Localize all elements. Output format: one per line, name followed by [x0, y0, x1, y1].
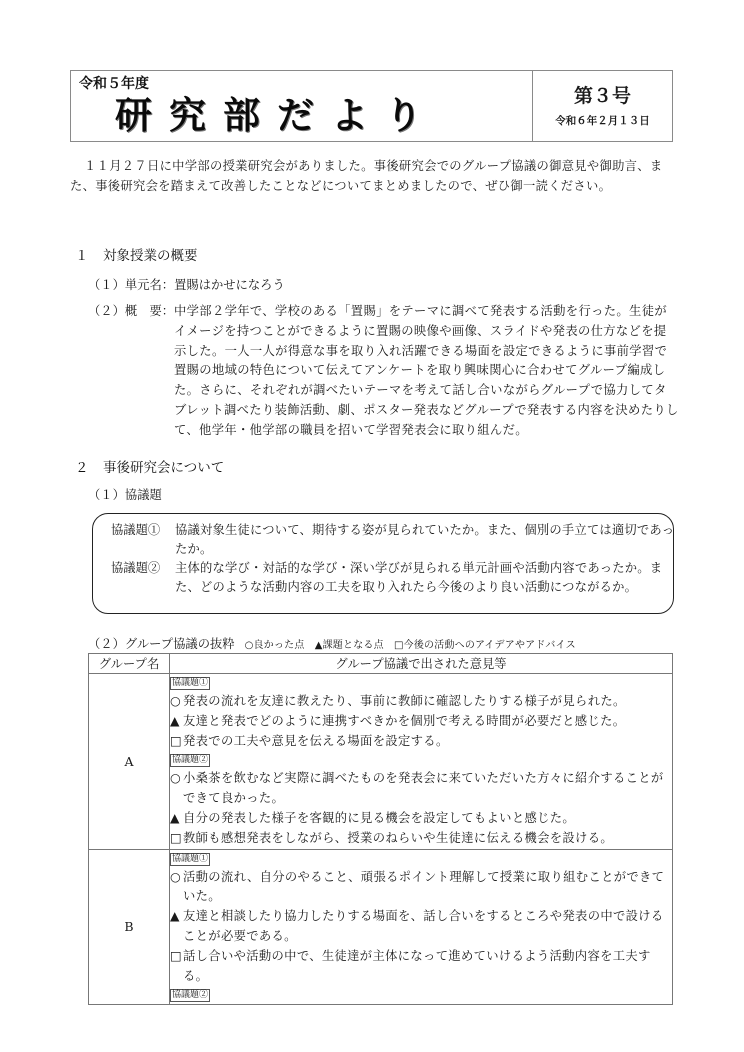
table-row [89, 849, 673, 1005]
square-mark-icon: □ [170, 830, 182, 845]
opinion-line [170, 868, 672, 908]
topic-block [170, 751, 672, 848]
issue-number: 第３号 [573, 85, 631, 107]
topic-tag: 協議題① [172, 853, 209, 864]
opinion-text: 教師も感想発表をしながら、授業のねらいや生徒達に伝える機会を設ける。 [183, 830, 613, 845]
unit-value: 置賜はかせになろう [174, 278, 285, 292]
opinion-text: 発表での工夫や意見を伝える場面を設定する。 [183, 733, 449, 748]
summary-label: （２）概 要： [88, 304, 175, 318]
summary-text: 中学部２学年で、学校のある「置賜」をテーマに調べて発表する活動を行った。生徒がイメージを持つことができるように置賜の映像や画像、スライドや発表の仕方などを提示した。一人一人が得意な事を取り入れ活躍できる場面を設定できるように事前学習で置賜の地域の特色について伝えてアンケートを取り興味関心に合わせてグループ編成した。さらに、それぞれが調べたいテーマを考えて話し合いながらグループで協力してタブレット調べたり装飾活動、劇、ポスター発表などグループで発表する内容を決めたりして、他学年・他学部の職員を招いて学習発表会に取り組んだ。 [174, 304, 679, 437]
opinion-text: 友達と発表でどのように連携すべきかを個別で考える時間が必要だと感じた。 [183, 713, 626, 728]
topics-label: （１）協議題 [88, 488, 162, 502]
opinion-text: 小桑茶を飲むなど実際に調べたものを発表会に来ていただいた方々に紹介することができて良かった。 [183, 771, 664, 806]
newsletter-title: 研究部だより [115, 94, 439, 137]
discussion-topics-box [92, 513, 674, 614]
mark-legend: ○良かった点 ▲課題となる点 □今後の活動へのアイデアやアドバイス [244, 640, 576, 651]
group-opinions [170, 674, 673, 850]
opinion-text: 発表の流れを友達に教えたり、事前に教師に確認したりする様子が見られた。 [183, 694, 626, 708]
square-mark-icon: □ [170, 733, 182, 748]
opinion-line [170, 809, 672, 829]
triangle-mark-icon: ▲ [170, 713, 180, 728]
opinion-line [170, 712, 672, 732]
topic-block [170, 674, 672, 751]
opinion-line [170, 769, 672, 809]
topic-name: 協議題② [111, 561, 161, 575]
column-header-group: グループ名 [89, 654, 170, 674]
topic-block [170, 850, 672, 987]
section-title: 対象授業の概要 [103, 248, 198, 264]
topic-name: 協議題① [111, 523, 161, 537]
circle-mark-icon: ○ [170, 694, 182, 708]
opinion-line [170, 732, 672, 752]
topic-tag: 協議題② [172, 990, 209, 1001]
circle-mark-icon: ○ [170, 869, 182, 884]
triangle-mark-icon: ▲ [170, 909, 180, 924]
topic-tag: 協議題② [172, 755, 209, 766]
fiscal-year: 令和５年度 [79, 76, 149, 92]
column-header-opinions: グループ協議で出された意見等 [170, 654, 673, 674]
section-title: 事後研究会について [103, 460, 225, 476]
opinion-text: 活動の流れ、自分のやること、頑張るポイント理解して授業に取り組むことができていた。 [183, 869, 665, 904]
topic-text: 協議対象生徒について、期待する姿が見られていたか。また、個別の手立ては適切であったか。 [175, 523, 675, 556]
opinion-line [170, 829, 672, 849]
section-number: ２ [75, 460, 89, 476]
table-header-row [89, 654, 673, 674]
excerpt-label: （２）グループ協議の抜粋 [88, 637, 235, 651]
opinion-line [170, 907, 672, 947]
table-body [89, 674, 673, 1005]
section-1-heading [75, 244, 198, 264]
unit-label: （１）単元名： [88, 278, 175, 292]
group-name: A [89, 674, 170, 850]
triangle-mark-icon: ▲ [170, 810, 180, 825]
opinion-text: 友達と相談したり協力したりする場面を、話し合いをするところや発表の中で設けることが必要である。 [183, 909, 664, 943]
section-number: １ [75, 248, 89, 264]
opinion-line [170, 692, 672, 712]
opinion-line [170, 947, 672, 987]
square-mark-icon: □ [170, 948, 182, 963]
topic-text: 主体的な学び・対話的な学び・深い学びが見られる単元計画や活動内容であったか。また、どのような活動内容の工夫を取り入れたら今後のより良い活動につながるか。 [175, 561, 663, 594]
topic-block [170, 986, 672, 1004]
newsletter-header [70, 70, 673, 142]
intro-paragraph: １１月２７日に中学部の授業研究会がありました。事後研究会でのグループ協議の御意見や御助言、また、事後研究会を踏まえて改善したことなどについてまとめましたので、ぜひ御一読ください。 [70, 159, 663, 193]
opinion-text: 話し合いや活動の中で、生徒達が主体になって進めていけるよう活動内容を工夫する。 [183, 948, 651, 983]
circle-mark-icon: ○ [170, 771, 182, 786]
excerpt-caption [88, 634, 576, 652]
group-name: B [89, 849, 170, 1005]
table-row [89, 674, 673, 850]
group-discussion-table [88, 653, 673, 1005]
section-2-heading [75, 456, 224, 476]
group-opinions [170, 849, 673, 1005]
unit-name [88, 276, 285, 296]
issue-date: 令和６年２月１３日 [555, 115, 650, 127]
opinion-text: 自分の発表した様子を客観的に見る機会を設定してもよいと感じた。 [183, 810, 576, 825]
topic-tag: 協議題① [172, 678, 209, 688]
